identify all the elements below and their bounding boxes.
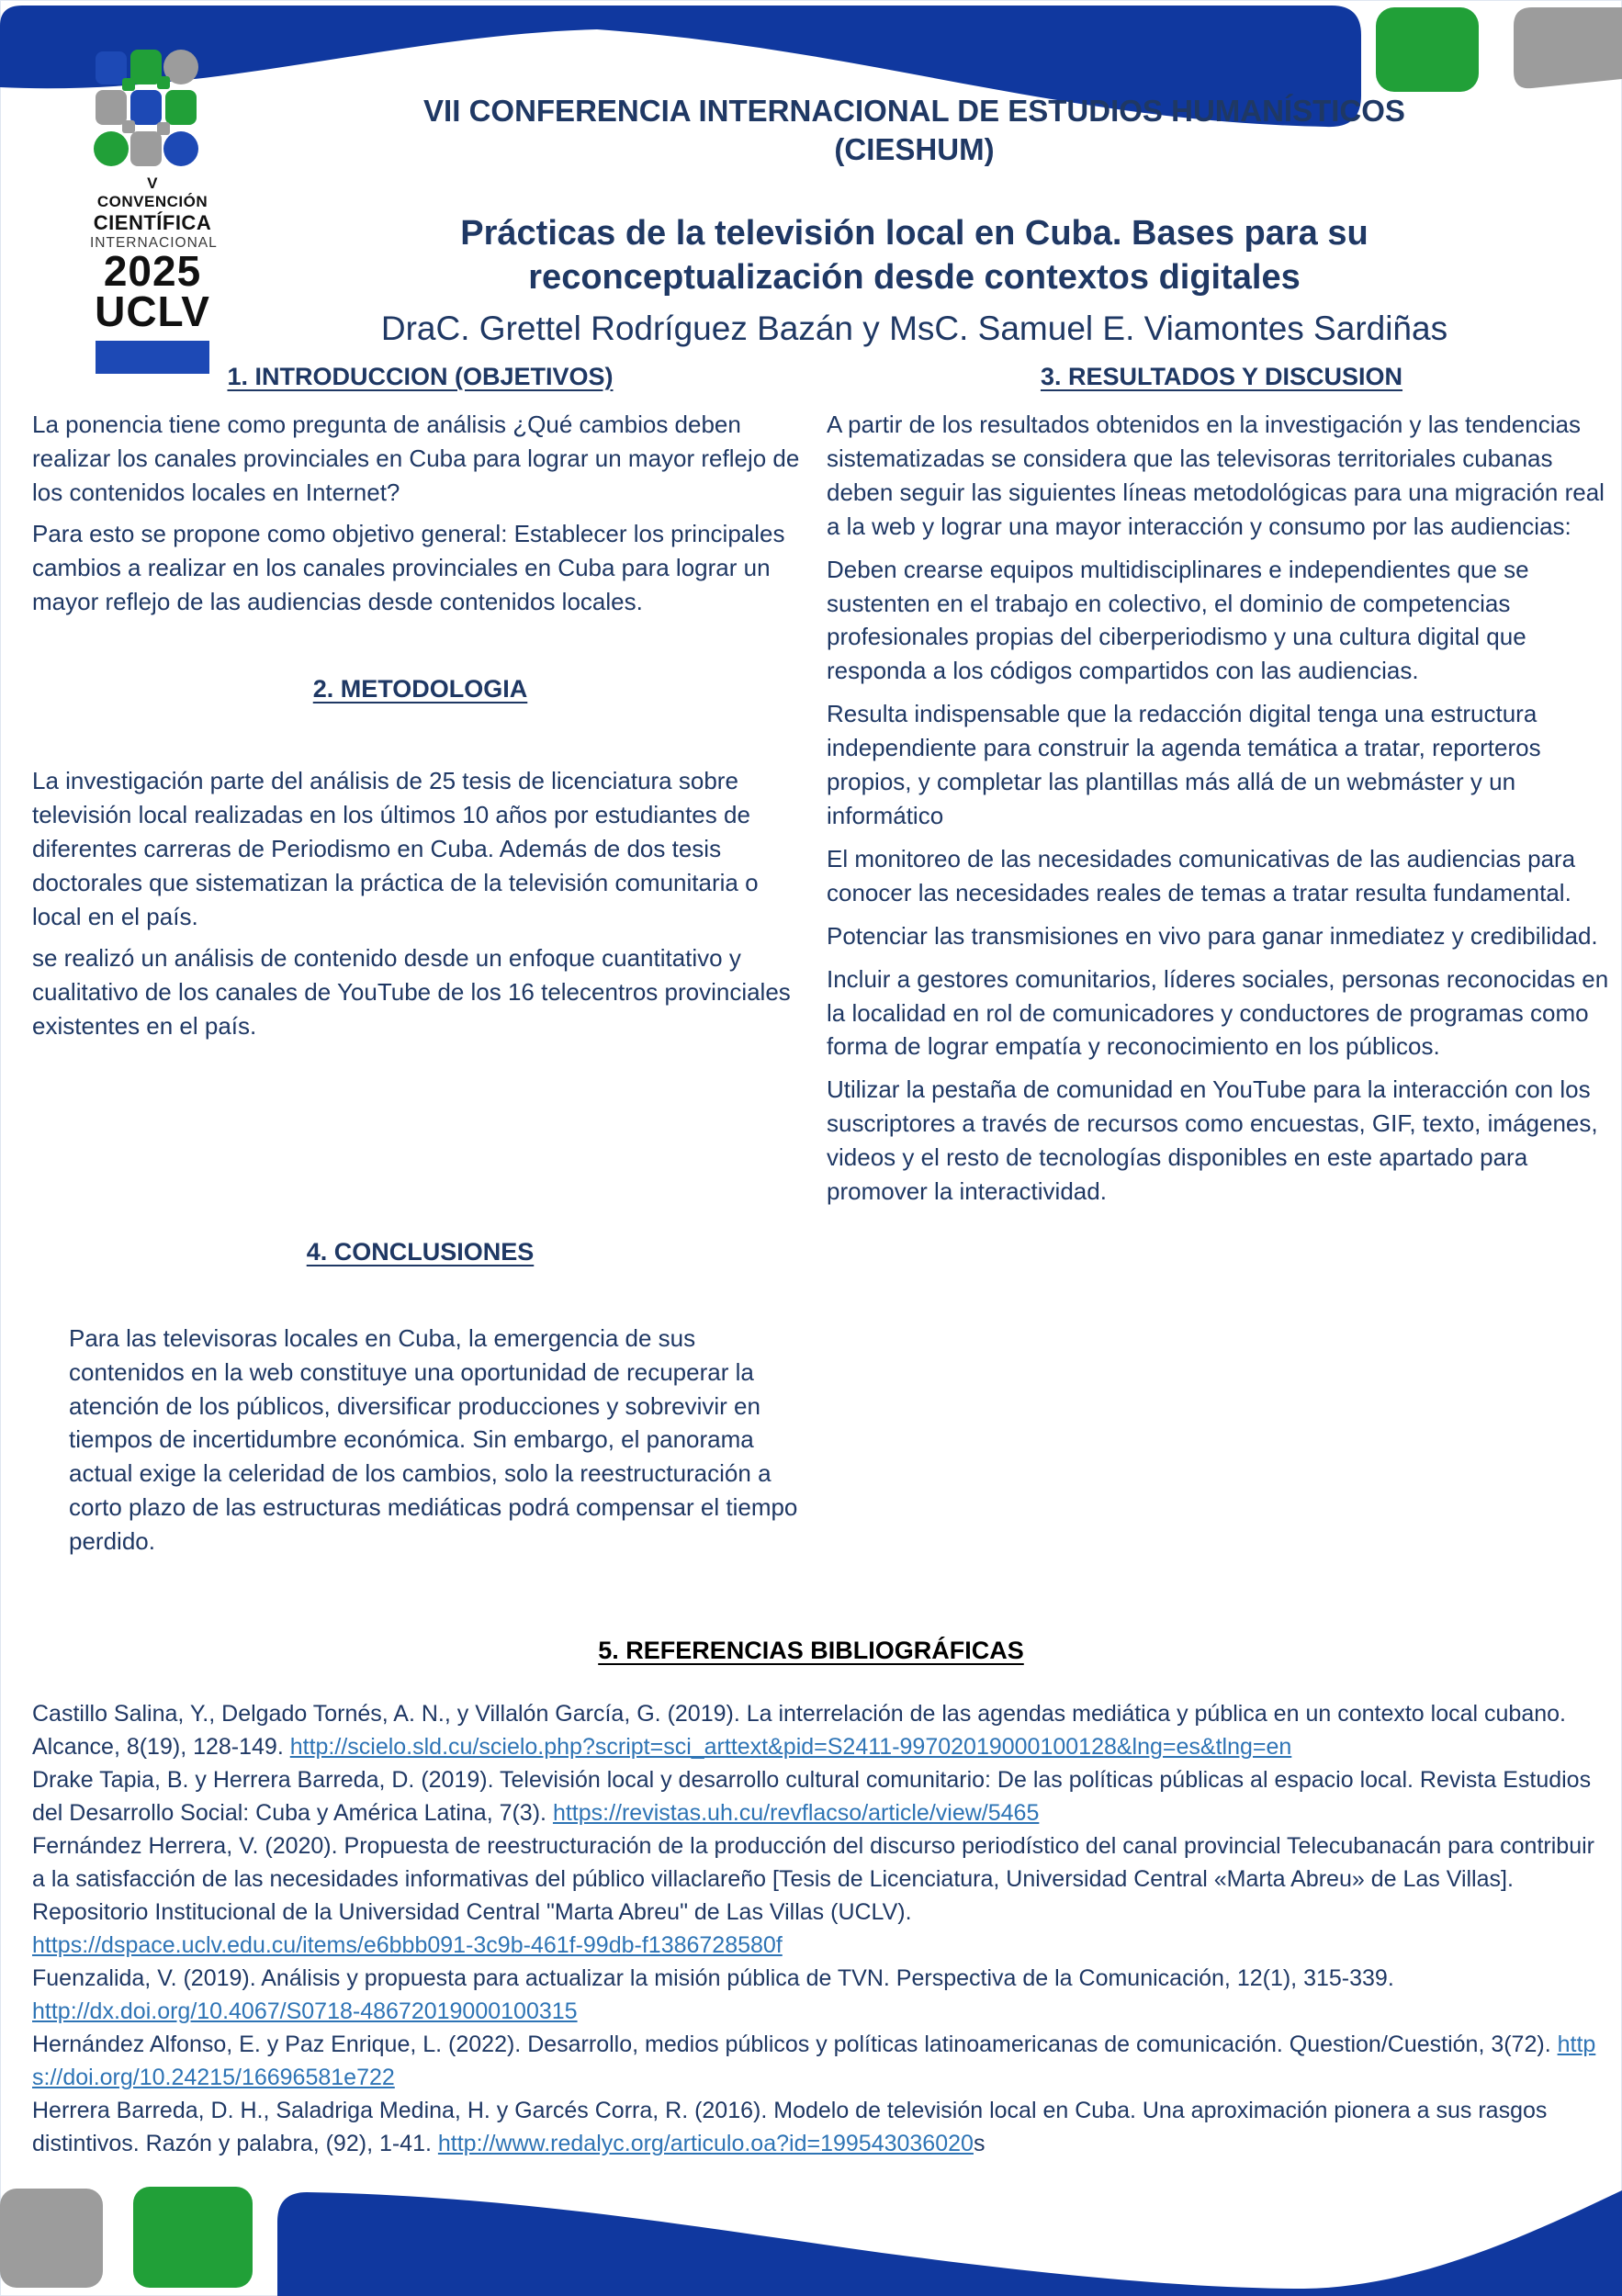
introduccion-paragraphs bbox=[32, 408, 808, 618]
bottom-banner-wave bbox=[277, 2190, 1622, 2296]
conference-name-line1: VII CONFERENCIA INTERNACIONAL DE ESTUDIOS HUMANÍSTICOS bbox=[423, 94, 1405, 128]
poster-title-line1: Prácticas de la televisión local en Cuba. Bases para su bbox=[460, 213, 1369, 253]
section-heading-conclusiones: 4. CONCLUSIONES bbox=[306, 1237, 535, 1266]
reference-entry bbox=[32, 2028, 1599, 2094]
reference-link[interactable]: http://dx.doi.org/10.4067/S0718-48672019000100315 bbox=[32, 1998, 578, 2024]
poster-authors: DraC. Grettel Rodríguez Bazán y MsC. Samuel E. Viamontes Sardiñas bbox=[380, 310, 1448, 348]
reference-entry bbox=[32, 1697, 1599, 1763]
bottom-banner-green-square bbox=[133, 2187, 253, 2288]
body-paragraph: Resulta indispensable que la redacción digital tenga una estructura independiente para construir la agenda temática a tratar, reporteros propios, y completar las plantillas más allá de un webmáster y un informático bbox=[827, 700, 1541, 829]
reference-text: Fuenzalida, V. (2019). Análisis y propuesta para actualizar la misión pública de TVN. Perspectiva de la Comunicación, 12(1), 315-339. bbox=[32, 1965, 1394, 1991]
section-heading-metodologia: 2. METODOLOGIA bbox=[312, 675, 528, 703]
left-column bbox=[32, 363, 808, 1559]
reference-link[interactable]: http://www.redalyc.org/articulo.oa?id=199543036020 bbox=[437, 2131, 974, 2156]
top-banner-gray-square bbox=[1514, 7, 1622, 88]
section-heading-referencias: 5. REFERENCIAS BIBLIOGRÁFICAS bbox=[598, 1637, 1024, 1664]
logo-text-internacional: INTERNACIONAL bbox=[90, 235, 218, 251]
body-paragraph: Potenciar las transmisiones en vivo para ganar inmediatez y credibilidad. bbox=[827, 921, 1598, 950]
body-paragraph: Deben crearse equipos multidisciplinares e independientes que se sustenten en el trabajo en colectivo, el dominio de competencias profesionales propias del ciberperiodismo y una cultura digital que responda a los códigos compartidos con las audiencias. bbox=[827, 555, 1529, 685]
conference-name-line2: (CIESHUM) bbox=[834, 131, 995, 166]
reference-entry bbox=[32, 1829, 1599, 1962]
body-paragraph: Para esto se propone como objetivo general: Establecer los principales cambios a realizar en los canales provinciales en Cuba para lograr un mayor reflejo de las audiencias desde contenidos locales. bbox=[32, 519, 785, 615]
section-heading-introduccion: 1. INTRODUCCION (OBJETIVOS) bbox=[227, 363, 614, 390]
bottom-banner bbox=[0, 2181, 1622, 2296]
bottom-banner-gray-square bbox=[0, 2189, 103, 2288]
logo-text-convencion: V CONVENCIÓN bbox=[96, 174, 208, 210]
logo-text-year: 2025 bbox=[103, 247, 202, 295]
reference-text: Fernández Herrera, V. (2020). Propuesta de reestructuración de la producción del discurso periodístico del canal provincial Telecubanacán para contribuir a la satisfacción de las necesidades informativas del público villaclareño [Tesis de Licenciatura, Universidad Central «Marta Abreu» de Las Villas]. Repositorio Institucional de la Universidad Central "Marta Abreu" de Las Villas (UCLV). bbox=[32, 1833, 1594, 1925]
reference-entry bbox=[32, 1763, 1599, 1829]
body-paragraph: Incluir a gestores comunitarios, líderes sociales, personas reconocidas en la localidad en rol de comunicadores y conductores de programas como forma de lograr empatía y reconocimiento en los públicos. bbox=[827, 964, 1609, 1061]
references-heading-row bbox=[0, 1637, 1622, 1665]
conclusiones-paragraphs bbox=[32, 1322, 808, 1559]
logo-text-cientifica: CIENTÍFICA bbox=[93, 211, 212, 234]
uclv-logo bbox=[90, 48, 218, 374]
section-heading-resultados: 3. RESULTADOS Y DISCUSION bbox=[1040, 363, 1403, 390]
body-paragraph: se realizó un análisis de contenido desde un enfoque cuantitativo y cualitativo de los canales de YouTube de los 16 telecentros provinciales existentes en el país. bbox=[32, 943, 791, 1040]
reference-link[interactable]: https://dspace.uclv.edu.cu/items/e6bbb091-3c9b-461f-99db-f1386728580f bbox=[32, 1932, 783, 1958]
right-column bbox=[827, 363, 1616, 1209]
reference-text: Castillo Salina, Y., Delgado Tornés, A. N., y Villalón García, G. (2019). La interrelación de las agendas mediática y pública en un contexto local cubano. Alcance, 8(19), 128-149. bbox=[32, 1701, 1566, 1760]
body-paragraph: El monitoreo de las necesidades comunicativas de las audiencias para conocer las necesidades reales de temas a tratar resulta fundamental. bbox=[827, 844, 1576, 906]
poster-title bbox=[230, 211, 1599, 300]
top-banner-green-square bbox=[1376, 7, 1479, 92]
logo-text-uclv: UCLV bbox=[95, 287, 210, 335]
resultados-paragraphs bbox=[827, 408, 1616, 1209]
reference-entry bbox=[32, 2094, 1599, 2160]
reference-text: s bbox=[973, 2131, 986, 2156]
body-paragraph: La investigación parte del análisis de 25 tesis de licenciatura sobre televisión local realizadas en los últimos 10 años por estudiantes de diferentes carreras de Periodismo en Cuba. Además de dos tesis doctorales que sistematizan la práctica de la televisión comunitaria o local en el país. bbox=[32, 767, 759, 931]
uclv-logo-mark bbox=[94, 48, 211, 169]
reference-link[interactable]: https://revistas.uh.cu/revflacso/article/view/5465 bbox=[552, 1800, 1040, 1826]
reference-text: Drake Tapia, B. y Herrera Barreda, D. (2019). Televisión local y desarrollo cultural comunitario: De las políticas públicas al espacio local. Revista Estudios del Desarrollo Social: Cuba y América Latina, 7(3). bbox=[32, 1767, 1592, 1826]
reference-text: Hernández Alfonso, E. y Paz Enrique, L. (2022). Desarrollo, medios públicos y políticas latinoamericanas de comunicación. Question/Cuestión, 3(72). bbox=[32, 2032, 1558, 2057]
poster-header bbox=[230, 92, 1599, 348]
metodologia-paragraphs bbox=[32, 764, 808, 1042]
body-paragraph: Utilizar la pestaña de comunidad en YouTube para la interacción con los suscriptores a través de recursos como encuestas, GIF, texto, imágenes, videos y el resto de tecnologías disponibles en este apartado para promover la interactividad. bbox=[827, 1075, 1598, 1206]
reference-link[interactable]: http://scielo.sld.cu/scielo.php?script=sci_arttext&pid=S2411-99702019000100128&lng=es&tlng=en bbox=[289, 1734, 1292, 1760]
reference-text: Herrera Barreda, D. H., Saladriga Medina, H. y Garcés Corra, R. (2016). Modelo de televisión local en Cuba. Una aproximación pionera a sus rasgos distintivos. Razón y palabra, (92), 1-41. bbox=[32, 2098, 1548, 2156]
body-paragraph: La ponencia tiene como pregunta de análisis ¿Qué cambios deben realizar los canales provinciales en Cuba para lograr un mayor reflejo de los contenidos locales en Internet? bbox=[32, 411, 800, 506]
poster-title-line2: reconceptualización desde contextos digitales bbox=[528, 258, 1301, 298]
reference-entry bbox=[32, 1962, 1599, 2028]
reference-link[interactable]: https://doi.org/10.24215/16696581e722 bbox=[32, 2032, 1596, 2090]
body-paragraph: Para las televisoras locales en Cuba, la emergencia de sus contenidos en la web constituye una oportunidad de recuperar la atención de los públicos, diversificar producciones y sobrevivir en tiempos de incertidumbre económica. Sin embargo, el panorama actual exige la celeridad de los cambios, solo la reestructuración a corto plazo de las estructuras mediáticas podrá compensar el tiempo perdido. bbox=[69, 1323, 798, 1556]
references-list bbox=[32, 1697, 1599, 2160]
body-paragraph: A partir de los resultados obtenidos en la investigación y las tendencias sistematizadas se considera que las televisoras territoriales cubanas deben seguir las siguientes líneas metodológicas para una migración real a la web y lograr una mayor interacción y consumo por las audiencias: bbox=[827, 411, 1605, 540]
